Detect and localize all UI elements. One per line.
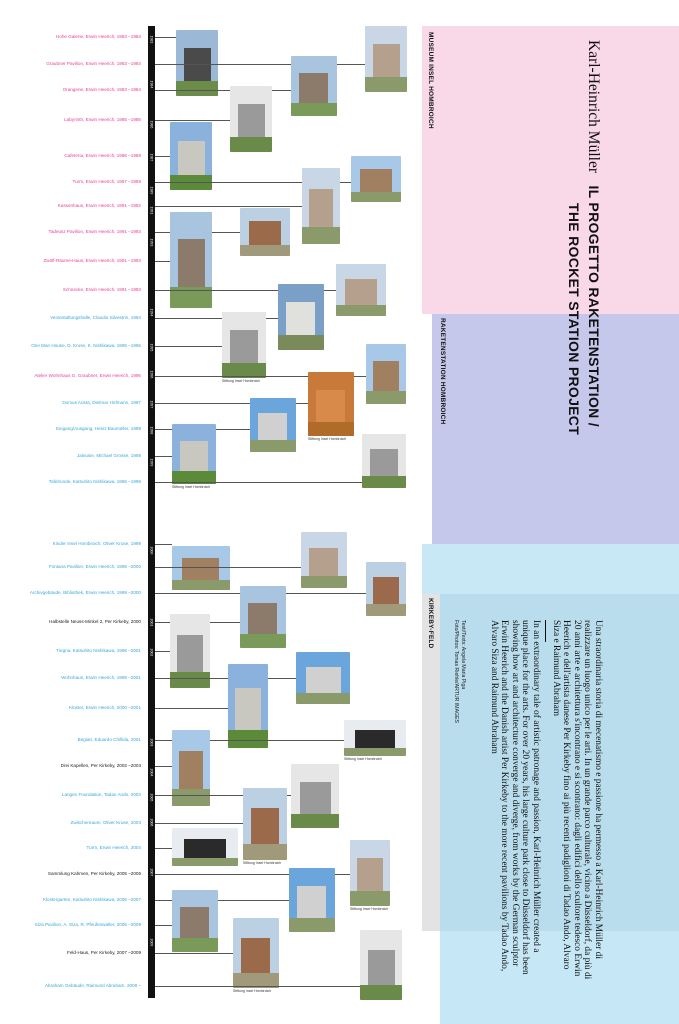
- connector-line: [155, 925, 172, 926]
- connector-line: [155, 986, 360, 987]
- section-label-raketenstation: RAKETENSTATION HOMBROICH: [439, 318, 446, 425]
- section-label-kirkeby: KIRKEBY-FELD: [427, 598, 434, 649]
- year-tick: 1996: [149, 370, 154, 379]
- building-photo: [233, 918, 279, 988]
- connector-line: [155, 37, 176, 38]
- connector-line: [155, 456, 172, 457]
- connector-line: [155, 206, 302, 207]
- year-tick: 2000: [149, 546, 154, 555]
- photo-credit: Stiftung Insel Hombroich: [222, 379, 261, 383]
- timeline-entry: Siza Pavilion, A. Siza, R. Pfeufenwalter, 2006 –2009: [34, 922, 141, 927]
- photo-credit: Stiftung Insel Hombroich: [350, 907, 389, 911]
- building-photo: [289, 868, 335, 932]
- building-photo: [366, 344, 406, 404]
- building-photo: [172, 828, 238, 866]
- building-photo: [250, 398, 296, 452]
- year-tick: 1991: [149, 206, 154, 215]
- intro-english: In an extraordinary tale of artistic patronage and passion, Karl-Heinrich Müller created a unique place for the arts. For over 20 years, his large culture park close to Düsseldorf has been showing how art and architecture converge and diverge, from works by the German sculptor Erwin Heerich and the Danish artist Per Kirkeby to the more recent pavilions by Tadao Ando, Alvaro Siza and Raimund Abraham: [488, 620, 542, 975]
- intro-block: [488, 620, 603, 980]
- title-block: [566, 40, 602, 436]
- building-photo: [296, 652, 350, 704]
- year-tick: 1989: [149, 186, 154, 195]
- timeline-entry: Tafelrunde, Katsuhito Nishikawa, 1996 –1999: [48, 479, 141, 484]
- timeline-entry: Zwischenraum, Oliver Kruse, 2004: [70, 820, 141, 825]
- title-line1: IL PROGETTO RAKETENSTATION /: [586, 185, 602, 427]
- building-photo: [365, 26, 407, 92]
- connector-line: [155, 708, 228, 709]
- year-tick: 1987: [149, 153, 154, 162]
- connector-line: [155, 261, 170, 262]
- connector-line: [155, 156, 170, 157]
- building-photo: [291, 764, 339, 828]
- building-photo: [350, 840, 390, 906]
- museum-band: [422, 26, 679, 314]
- connector-line: [155, 567, 301, 568]
- building-photo: [366, 562, 406, 616]
- connector-line: [155, 346, 222, 347]
- building-photo: [336, 264, 386, 316]
- building-photo: [230, 86, 272, 152]
- year-tick: 2004: [149, 768, 154, 777]
- building-photo: [222, 312, 266, 378]
- timeline-entry: Atelier Wohnhaus G. Graubner, Erwin Heerich, 1996: [34, 373, 141, 378]
- building-photo: [291, 56, 337, 116]
- connector-line: [155, 544, 172, 545]
- timeline-entry: Klostergarten, Katsuhito Nishikawa, 2006 –2007: [42, 897, 141, 902]
- credits-block: [452, 620, 466, 723]
- building-photo: [176, 30, 218, 96]
- building-photo: [362, 434, 406, 488]
- connector-line: [155, 848, 172, 849]
- building-photo: [172, 546, 230, 590]
- year-tick: 1995: [149, 343, 154, 352]
- building-photo: [278, 284, 324, 350]
- photo-credit: Stiftung Insel Hombroich: [172, 485, 211, 489]
- timeline-entry: Hohe Galerie, Erwin Heerich, 1983 –1984: [55, 34, 141, 39]
- photo-credit: Stiftung Insel Hombroich: [308, 437, 347, 441]
- timeline-entry: Kloster, Erwin Heerich, 2000 –2001: [68, 705, 141, 710]
- year-tick: 2007: [149, 868, 154, 877]
- building-photo: [302, 168, 340, 244]
- building-photo: [240, 208, 290, 256]
- timeline-entry: Veranstaltungshalle, Claudio Silvestrin, 1994: [50, 315, 141, 320]
- raketenstation-band: [432, 314, 679, 546]
- section-label-museum: MUSEUM INSEL HOMBROICH: [427, 32, 434, 129]
- connector-line: [155, 766, 172, 767]
- timeline-entry: Tadeusz Pavilion, Erwin Heerich, 1991 –1993: [48, 229, 141, 234]
- photo-credit: Stiftung Insel Hombroich: [344, 757, 383, 761]
- timeline-entry: Cafeteria, Erwin Heerich, 1986 –1988: [64, 153, 141, 158]
- timeline-entry: Graubner Pavilion, Erwin Heerich, 1983 –1984: [46, 61, 141, 66]
- connector-line: [155, 953, 233, 954]
- building-photo: [344, 720, 406, 756]
- transition-band: [422, 544, 679, 594]
- intro-italian: Una straordinaria storia di mecenatismo e passione ha permesso a Karl-Heinrich Müller di realizzare un luogo unico per le arti. In un grande parco culturale, vicino a Düsseldorf, da più di 20 anni arte e architettura s'incontrano e si scontrano: dagli edifici dello scultore tedesco Erwin Heerich e dell'artista danese Per Kirkeby fino ai più recenti padiglioni di Tadao Ando, Alvaro Siza e Raimund Abraham: [550, 620, 603, 980]
- year-tick: 2002: [149, 648, 154, 657]
- credits-photos: Foto/Photos: Tomas Riehle/ARTUR IMAGES: [453, 620, 459, 724]
- timeline-entry: Turm, Erwin Heerich, 2004: [86, 845, 141, 850]
- timeline-entry: One Man House, D. Kruse, K. Nishikawa, 1995 –1996: [31, 343, 141, 348]
- credits-text: Testi/Texts: Angela Maria Piga: [460, 620, 466, 690]
- timeline-entry: Kinder Insel Hombroich, Oliver Kruse, 1999: [52, 541, 141, 546]
- building-photo: [172, 890, 218, 952]
- year-tick: 2001: [149, 618, 154, 627]
- building-photo: [308, 372, 354, 436]
- timeline-entry: Kassenhaus, Erwin Heerich, 1991 –1992: [57, 203, 141, 208]
- building-photo: [240, 586, 286, 648]
- timeline-entry: Tiegna, Katsuhito Nishikawa, 1996 –2001: [56, 648, 141, 653]
- photo-credit: Stiftung Insel Hombroich: [233, 989, 272, 993]
- building-photo: [172, 424, 216, 484]
- timeline-entry: Drei Kapellen, Per Kirkeby, 2002 –2003: [60, 763, 141, 768]
- year-tick: 1984: [149, 80, 154, 89]
- title-line2: THE ROCKET STATION PROJECT: [566, 203, 582, 436]
- timeline-entry: Sammlung Kahmen, Per Kirkeby, 2005 –2006: [47, 871, 141, 876]
- timeline-entry: Feld-Haus, Per Kirkeby, 2007 –2009: [67, 950, 141, 955]
- year-tick: 1993: [149, 238, 154, 247]
- year-tick: 1997: [149, 400, 154, 409]
- connector-line: [155, 482, 362, 483]
- timeline-entry: Eingang/Ausgang, Heinz Baumüller, 1998: [55, 426, 141, 431]
- building-photo: [228, 664, 268, 748]
- connector-line: [155, 823, 243, 824]
- building-photo: [351, 156, 401, 202]
- year-tick: 1998: [149, 426, 154, 435]
- timeline-entry: Abraham Gebäude, Raimund Abraham, 2008 –: [44, 983, 141, 988]
- timeline-entry: Archivgebäude, Bibliothek, Erwin Heerich, 1999 –2000: [29, 590, 141, 595]
- building-photo: [243, 788, 287, 860]
- building-photo: [301, 532, 347, 588]
- timeline-entry: Zwölf-Räume-Haus, Erwin Heerich, 1991 –1993: [43, 258, 141, 263]
- timeline-entry: Orangerie, Erwin Heerich, 1983 –1984: [62, 87, 141, 92]
- year-tick: 2005: [149, 793, 154, 802]
- year-tick: 2006: [149, 818, 154, 827]
- title-author: Karl-Heinrich Müller: [585, 40, 602, 173]
- timeline-entry: Labyrinth, Erwin Heerich, 1985 –1986: [64, 117, 141, 122]
- building-photo: [170, 212, 212, 308]
- timeline-entry: Domus Aosta, Dietmar Hofmann, 1997: [62, 400, 141, 405]
- year-tick: 1994: [149, 308, 154, 317]
- year-tick: 2009: [149, 938, 154, 947]
- building-photo: [170, 122, 212, 190]
- year-tick: 1986: [149, 120, 154, 129]
- connector-line: [155, 651, 170, 652]
- timeline-entry: Schnecke, Erwin Heerich, 1991 –1993: [62, 287, 141, 292]
- intro-divider: [545, 620, 546, 642]
- timeline-entry: Wohnhaus, Erwin Heerich, 1999 –2001: [61, 675, 141, 680]
- building-photo: [170, 614, 210, 688]
- year-tick: 1999: [149, 458, 154, 467]
- timeline-entry: Fontana Pavilion, Erwin Heerich, 1996 –2000: [48, 564, 141, 569]
- timeline-entry: Begiari, Eduardo Chillida, 2001: [77, 737, 141, 742]
- timeline-entry: Turm, Erwin Heerich, 1987 –1989: [72, 179, 141, 184]
- connector-line: [155, 120, 230, 121]
- year-tick: 1983: [149, 35, 154, 44]
- year-tick: 2003: [149, 738, 154, 747]
- building-photo: [360, 930, 402, 1000]
- connector-line: [155, 678, 296, 679]
- timeline-bar: [148, 26, 155, 998]
- photo-credit: Stiftung Insel Hombroich: [243, 861, 282, 865]
- timeline-entry: Halbstelle Neuss-Minkel 2, Per Kirkeby, 2000: [49, 619, 141, 624]
- timeline-entry: Jalousie, Michael Grosse, 1998: [76, 453, 141, 458]
- timeline-entry: Langen Foundation, Tadao Ando, 2004: [61, 792, 141, 797]
